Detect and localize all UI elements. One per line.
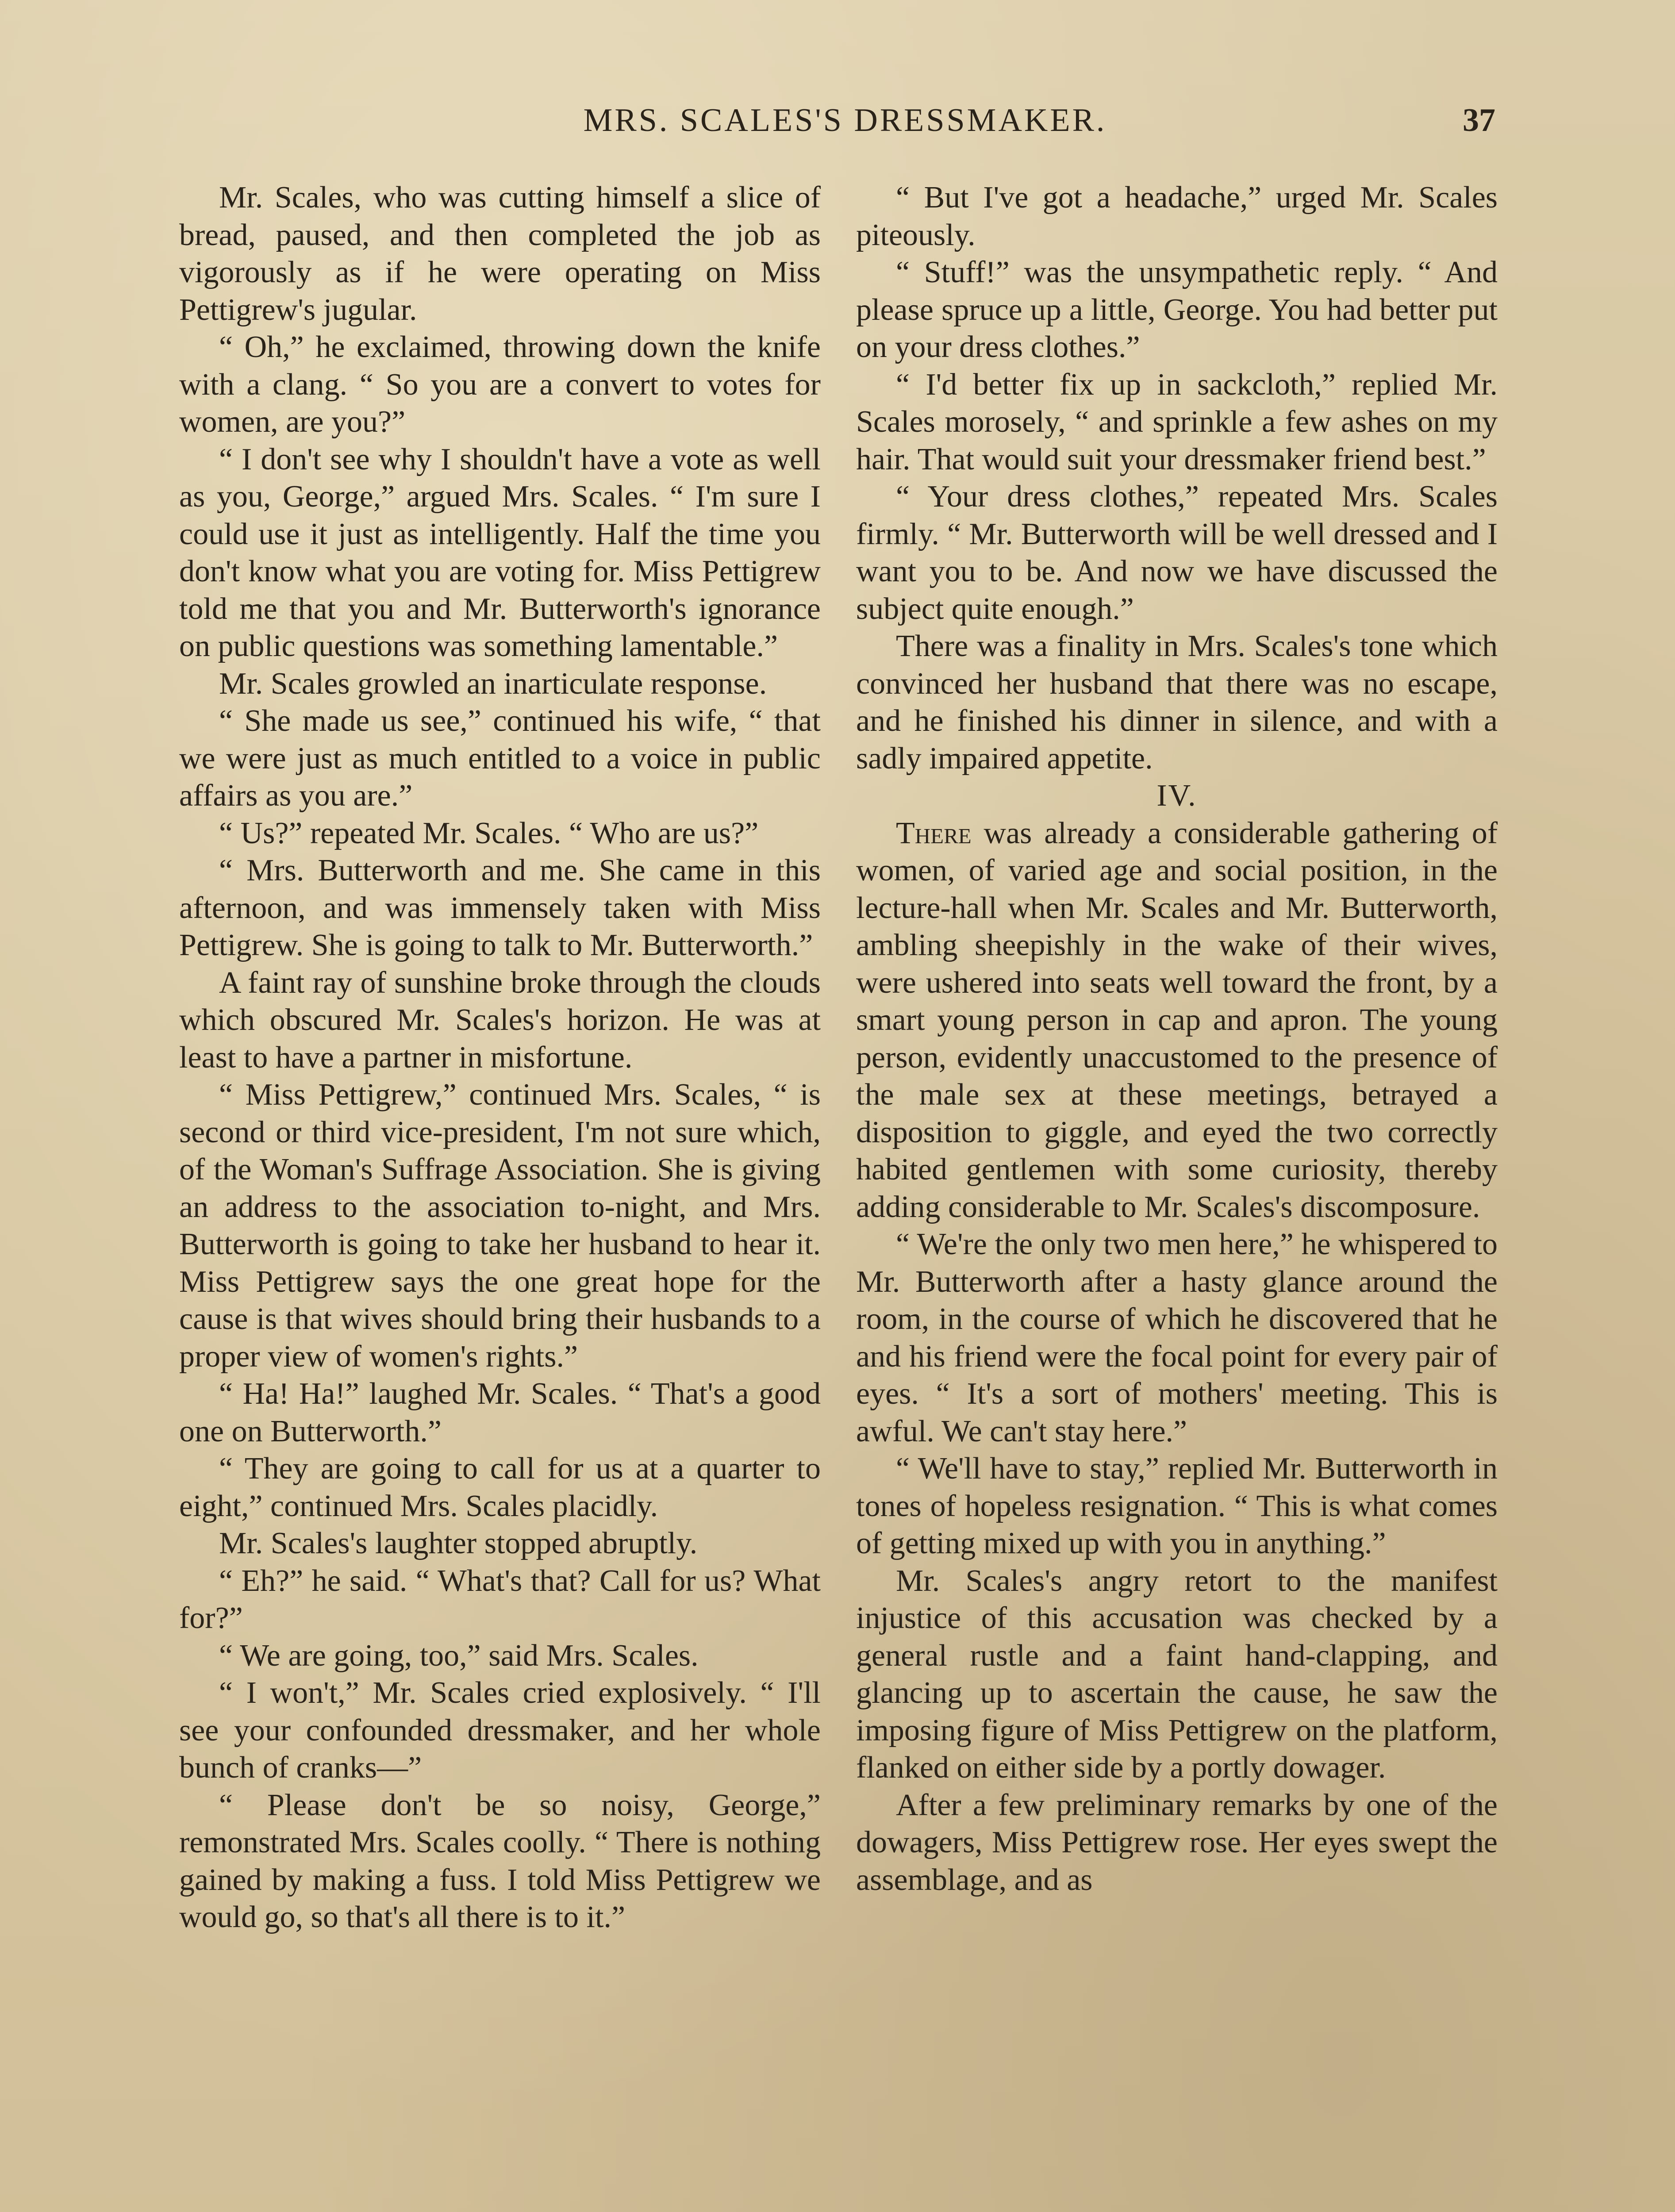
page-number: 37 xyxy=(1463,102,1495,138)
paragraph: “ Miss Pettigrew,” continued Mrs. Scales, “ is second or third vice-president, I'm not sure which, of the Woman's Suffrage Association. She is giving an address to the association to-night, and Mrs. Butterworth is going to take her husband to hear it. Miss Pettigrew says the one great hope for the cause is that wives should bring their husbands to a proper view of women's rights.” xyxy=(179,1078,821,1374)
running-title: MRS. SCALES'S DRESSMAKER. xyxy=(583,102,1107,138)
paragraph: Mr. Scales's angry retort to the manifest injustice of this accusation was checked by a general rustle and a faint hand-clapping, and glancing up to ascertain the cause, he saw the imposing figure of Miss Pettigrew on the platform, flanked on either side by a portly dowager. xyxy=(856,1563,1498,1785)
paragraph: “ We'll have to stay,” replied Mr. Butterworth in tones of hopeless resignation. “ This is what comes of getting mixed up with you in anything.” xyxy=(856,1452,1498,1560)
paragraph: Mr. Scales growled an inarticulate response. xyxy=(219,666,767,701)
lead-rest: was already a considerable gathering of women, of varied age and social position, in the lecture-hall when Mr. Scales and Mr. Butterworth, ambling sheepishly in the wake of their wives, were ushered into seats well toward the front, by a smart young person in cap and apron. The young person, evidently unaccustomed to the presence of the male sex at these meetings, betrayed a disposition to giggle, and eyed the two correctly habited gentlemen with some curiosity, thereby adding considerable to Mr. Scales's discomposure. xyxy=(856,816,1498,1224)
paragraph: “ Please don't be so noisy, George,” remonstrated Mrs. Scales coolly. “ There is nothing gained by making a fuss. I told Miss Pettigrew we would go, so that's all there is to it.” xyxy=(179,1788,821,1934)
paragraph: A faint ray of sunshine broke through the clouds which obscured Mr. Scales's horizon. He was at least to have a partner in misfortune. xyxy=(179,965,821,1075)
section-heading: IV. xyxy=(1156,779,1197,813)
paragraph: “ I don't see why I shouldn't have a vote as well as you, George,” argued Mrs. Scales. “ I'm sure I could use it just as intelligently. Half the time you don't know what you are voting for. Miss Pettigrew told me that you and Mr. Butterworth's ignorance on public questions was something lamentable.” xyxy=(179,442,821,663)
paragraph: “ They are going to call for us at a quarter to eight,” continued Mrs. Scales placidly. xyxy=(179,1452,821,1523)
paragraph: “ Us?” repeated Mr. Scales. “ Who are us?” xyxy=(219,816,759,850)
paragraph: “ Oh,” he exclaimed, throwing down the knife with a clang. “ So you are a convert to votes for women, are you?” xyxy=(179,330,821,439)
paragraph: “ I won't,” Mr. Scales cried explosively. “ I'll see your confounded dressmaker, and her whole bunch of cranks—” xyxy=(179,1676,821,1785)
paragraph: Mr. Scales's laughter stopped abruptly. xyxy=(219,1526,698,1560)
paragraph: There was a finality in Mrs. Scales's tone which convinced her husband that there was no escape, and he finished his dinner in silence, and with a sadly impaired appetite. xyxy=(856,629,1498,776)
paragraph: “ We're the only two men here,” he whispered to Mr. Butterworth after a hasty glance around the room, in the course of which he discovered that he and his friend were the focal point for every pair of eyes. “ It's a sort of mothers' meeting. This is awful. We can't stay here.” xyxy=(856,1227,1498,1448)
lead-word: There xyxy=(896,816,972,850)
page-header xyxy=(0,102,1675,150)
left-column xyxy=(179,179,821,1936)
paragraph: “ Ha! Ha!” laughed Mr. Scales. “ That's a good one on Butterworth.” xyxy=(179,1377,821,1448)
paragraph: “ Eh?” he said. “ What's that? Call for us? What for?” xyxy=(179,1563,821,1635)
paragraph: “ I'd better fix up in sackcloth,” replied Mr. Scales morosely, “ and sprinkle a few ashes on my hair. That would suit your dressmaker friend best.” xyxy=(856,367,1498,476)
right-column xyxy=(856,179,1498,1899)
paragraph: “ We are going, too,” said Mrs. Scales. xyxy=(219,1638,699,1673)
paragraph: “ She made us see,” continued his wife, “ that we were just as much entitled to a voice in public affairs as you are.” xyxy=(179,704,821,813)
paragraph: “ Stuff!” was the unsympathetic reply. “ And please spruce up a little, George. You had better put on your dress clothes.” xyxy=(856,255,1498,364)
paragraph: Mr. Scales, who was cutting himself a slice of bread, paused, and then completed the job as vigorously as if he were operating on Miss Pettigrew's jugular. xyxy=(179,180,821,327)
paragraph: After a few preliminary remarks by one of the dowagers, Miss Pettigrew rose. Her eyes swept the assemblage, and as xyxy=(856,1788,1498,1897)
paragraph: “ Mrs. Butterworth and me. She came in this afternoon, and was immensely taken with Miss Pettigrew. She is going to talk to Mr. Butterworth.” xyxy=(179,853,821,962)
section-opening-paragraph xyxy=(856,815,1498,1226)
paragraph: “ But I've got a headache,” urged Mr. Scales piteously. xyxy=(856,180,1498,252)
paragraph: “ Your dress clothes,” repeated Mrs. Scales firmly. “ Mr. Butterworth will be well dressed and I want you to be. And now we have discussed the subject quite enough.” xyxy=(856,480,1498,626)
